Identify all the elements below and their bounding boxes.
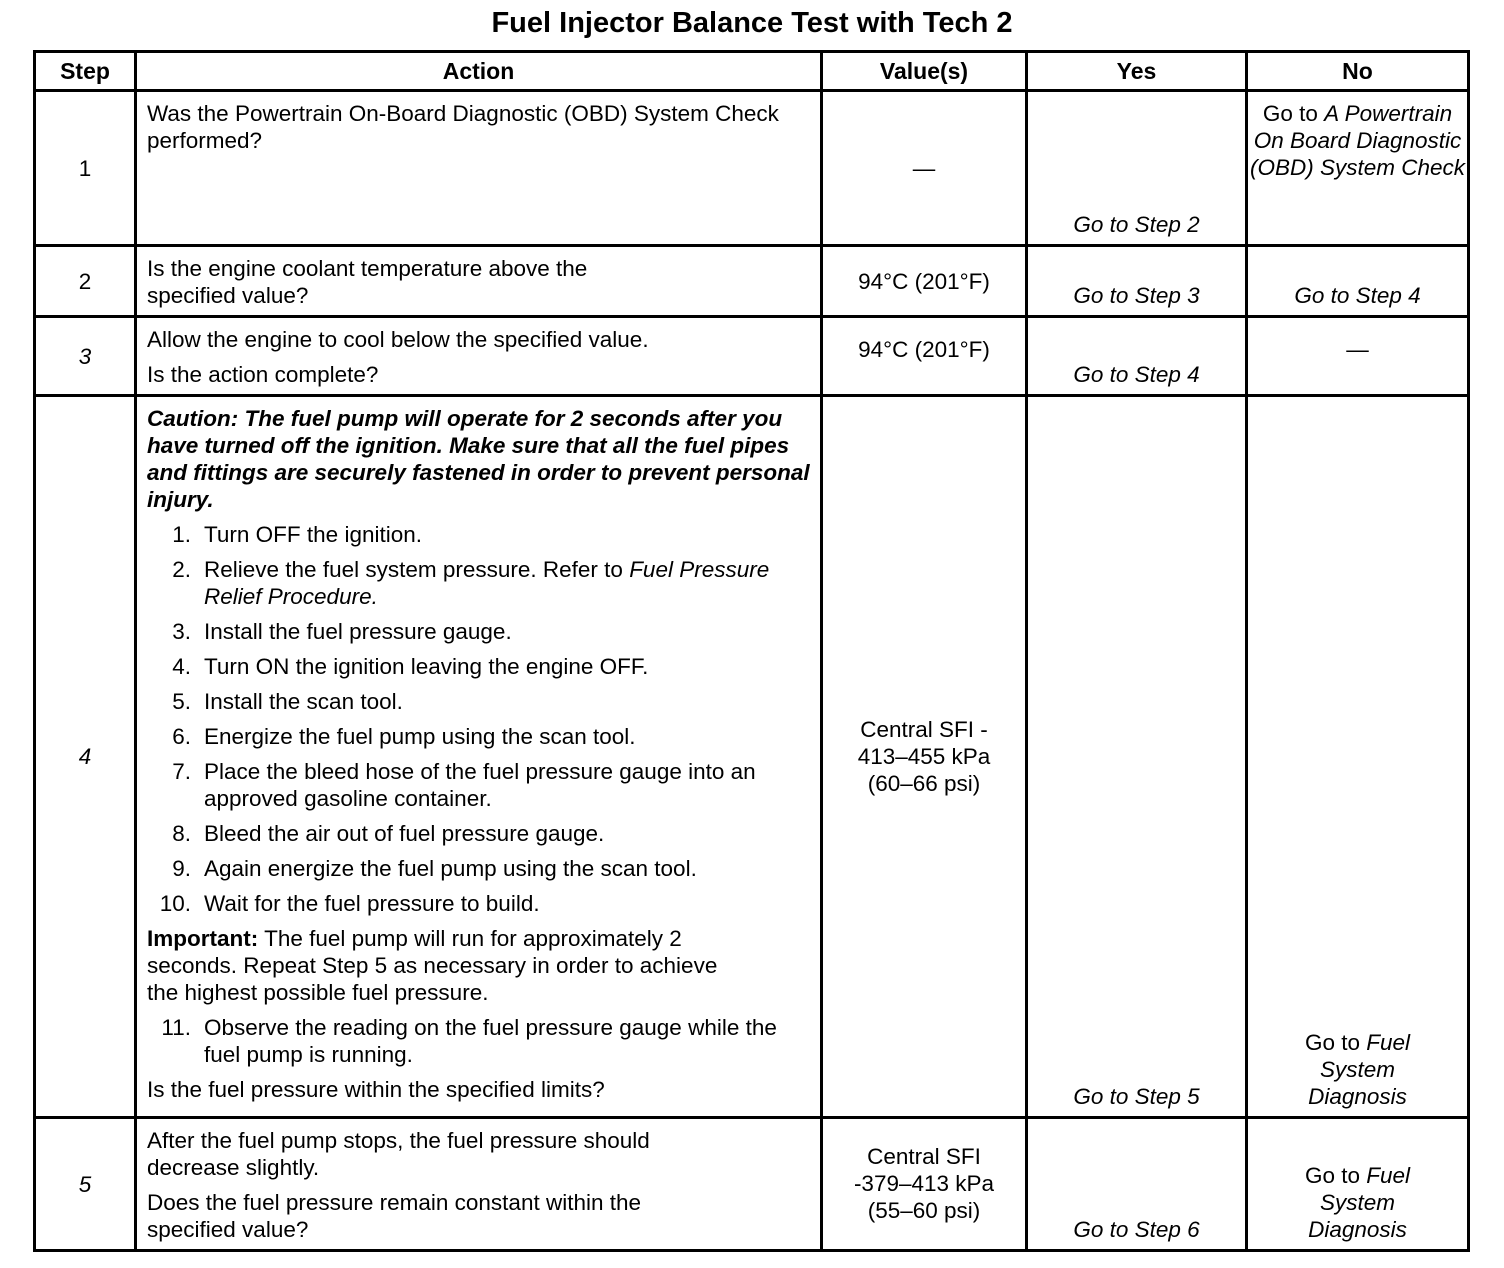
reference-link[interactable]: Fuel Pressure Relief Procedure. (204, 557, 770, 609)
value-cell: 94°C (201°F) (822, 246, 1027, 317)
step-number: 5 (35, 1118, 136, 1251)
value-line: (55–60 psi) (867, 1198, 981, 1223)
procedure-list (147, 521, 812, 917)
step-number: 3 (35, 317, 136, 396)
list-item: 10. Wait for the fuel pressure to build. (159, 891, 540, 916)
action-cell (136, 396, 822, 1118)
value-cell (822, 1118, 1027, 1251)
action-text: Was the Powertrain On-Board Diagnostic (OBD) System Check performed? (147, 101, 779, 153)
important-note: Important: The fuel pump will run for approximately 2 seconds. Repeat Step 5 as necessary in order to achieve the highest possible fuel pressure. (147, 926, 718, 1005)
procedure-list-continued (147, 1014, 812, 1068)
caution-note: Caution: The fuel pump will operate for 2 seconds after you have turned off the ignition. Make sure that all the fuel pipes and fittings are securely fastened in order to prevent personal injury. (147, 406, 810, 512)
header-step: Step (35, 52, 136, 91)
no-prefix: Go to (1304, 1030, 1367, 1055)
action-question: Is the fuel pressure within the specified limits? (147, 1077, 605, 1102)
list-item: 2. Relieve the fuel system pressure. Refer to Fuel Pressure Relief Procedure. (172, 557, 770, 609)
table-row (35, 91, 1469, 246)
value-cell: — (822, 91, 1027, 246)
action-text: After the fuel pump stops, the fuel pressure should decrease slightly. (147, 1128, 650, 1180)
no-link[interactable]: Fuel System Diagnosis (1308, 1163, 1411, 1242)
no-cell (1247, 396, 1469, 1118)
yes-link[interactable]: Go to Step 3 (1073, 283, 1200, 308)
value-line: Central SFI - (860, 717, 988, 742)
step-number: 4 (35, 396, 136, 1118)
list-item: 9. Again energize the fuel pump using the scan tool. (172, 856, 697, 881)
no-link[interactable]: Go to Step 4 (1294, 283, 1421, 308)
yes-cell (1027, 246, 1247, 317)
list-item: 11. Observe the reading on the fuel pressure gauge while the fuel pump is running. (161, 1015, 777, 1067)
step-number: 1 (35, 91, 136, 246)
list-item: 1. Turn OFF the ignition. (172, 522, 423, 547)
yes-link[interactable]: Go to Step 5 (1073, 1084, 1200, 1109)
no-link[interactable]: A Powertrain On Board Diagnostic (OBD) System Check (1249, 101, 1466, 180)
value-text: 94°C (201°F) (858, 337, 990, 362)
diagnostic-table (33, 50, 1470, 1252)
list-item: 3. Install the fuel pressure gauge. (172, 619, 512, 644)
action-cell (136, 246, 822, 317)
table-row (35, 1118, 1469, 1251)
no-value: — (1346, 337, 1369, 362)
no-cell (1247, 317, 1469, 396)
header-values: Value(s) (822, 52, 1027, 91)
no-cell (1247, 91, 1469, 246)
yes-cell (1027, 317, 1247, 396)
table-row (35, 317, 1469, 396)
list-item: 8. Bleed the air out of fuel pressure gauge. (172, 821, 605, 846)
yes-cell (1027, 1118, 1247, 1251)
value-cell (822, 396, 1027, 1118)
value-line: Central SFI (867, 1144, 981, 1169)
list-item: 6. Energize the fuel pump using the scan tool. (172, 724, 636, 749)
list-item: 7. Place the bleed hose of the fuel pressure gauge into an approved gasoline container. (172, 759, 756, 811)
page-title: Fuel Injector Balance Test with Tech 2 (491, 7, 1013, 39)
action-cell (136, 1118, 822, 1251)
yes-link[interactable]: Go to Step 6 (1073, 1217, 1200, 1242)
action-cell (136, 317, 822, 396)
step-number: 2 (35, 246, 136, 317)
yes-cell (1027, 396, 1247, 1118)
value-line: 413–455 kPa (857, 744, 991, 769)
value-line: (60–66 psi) (867, 771, 981, 796)
list-item: 4. Turn ON the ignition leaving the engine OFF. (172, 654, 649, 679)
action-text: Allow the engine to cool below the specified value. (147, 327, 649, 352)
header-action: Action (136, 52, 822, 91)
no-prefix: Go to (1262, 101, 1325, 126)
yes-cell (1027, 91, 1247, 246)
no-prefix: Go to (1304, 1163, 1367, 1188)
header-no: No (1247, 52, 1469, 91)
header-row (35, 52, 1469, 91)
header-yes: Yes (1027, 52, 1247, 91)
yes-link[interactable]: Go to Step 4 (1073, 362, 1200, 387)
action-question: Does the fuel pressure remain constant within the specified value? (147, 1190, 642, 1242)
no-link[interactable]: Fuel System Diagnosis (1308, 1030, 1411, 1109)
table-row (35, 396, 1469, 1118)
action-question: Is the action complete? (147, 362, 379, 387)
yes-link[interactable]: Go to Step 2 (1073, 212, 1200, 237)
value-line: -379–413 kPa (853, 1171, 995, 1196)
value-cell (822, 317, 1027, 396)
list-item: 5. Install the scan tool. (172, 689, 403, 714)
action-text: Is the engine coolant temperature above the specified value? (147, 256, 588, 308)
no-cell (1247, 1118, 1469, 1251)
no-cell (1247, 246, 1469, 317)
action-cell (136, 91, 822, 246)
table-row (35, 246, 1469, 317)
